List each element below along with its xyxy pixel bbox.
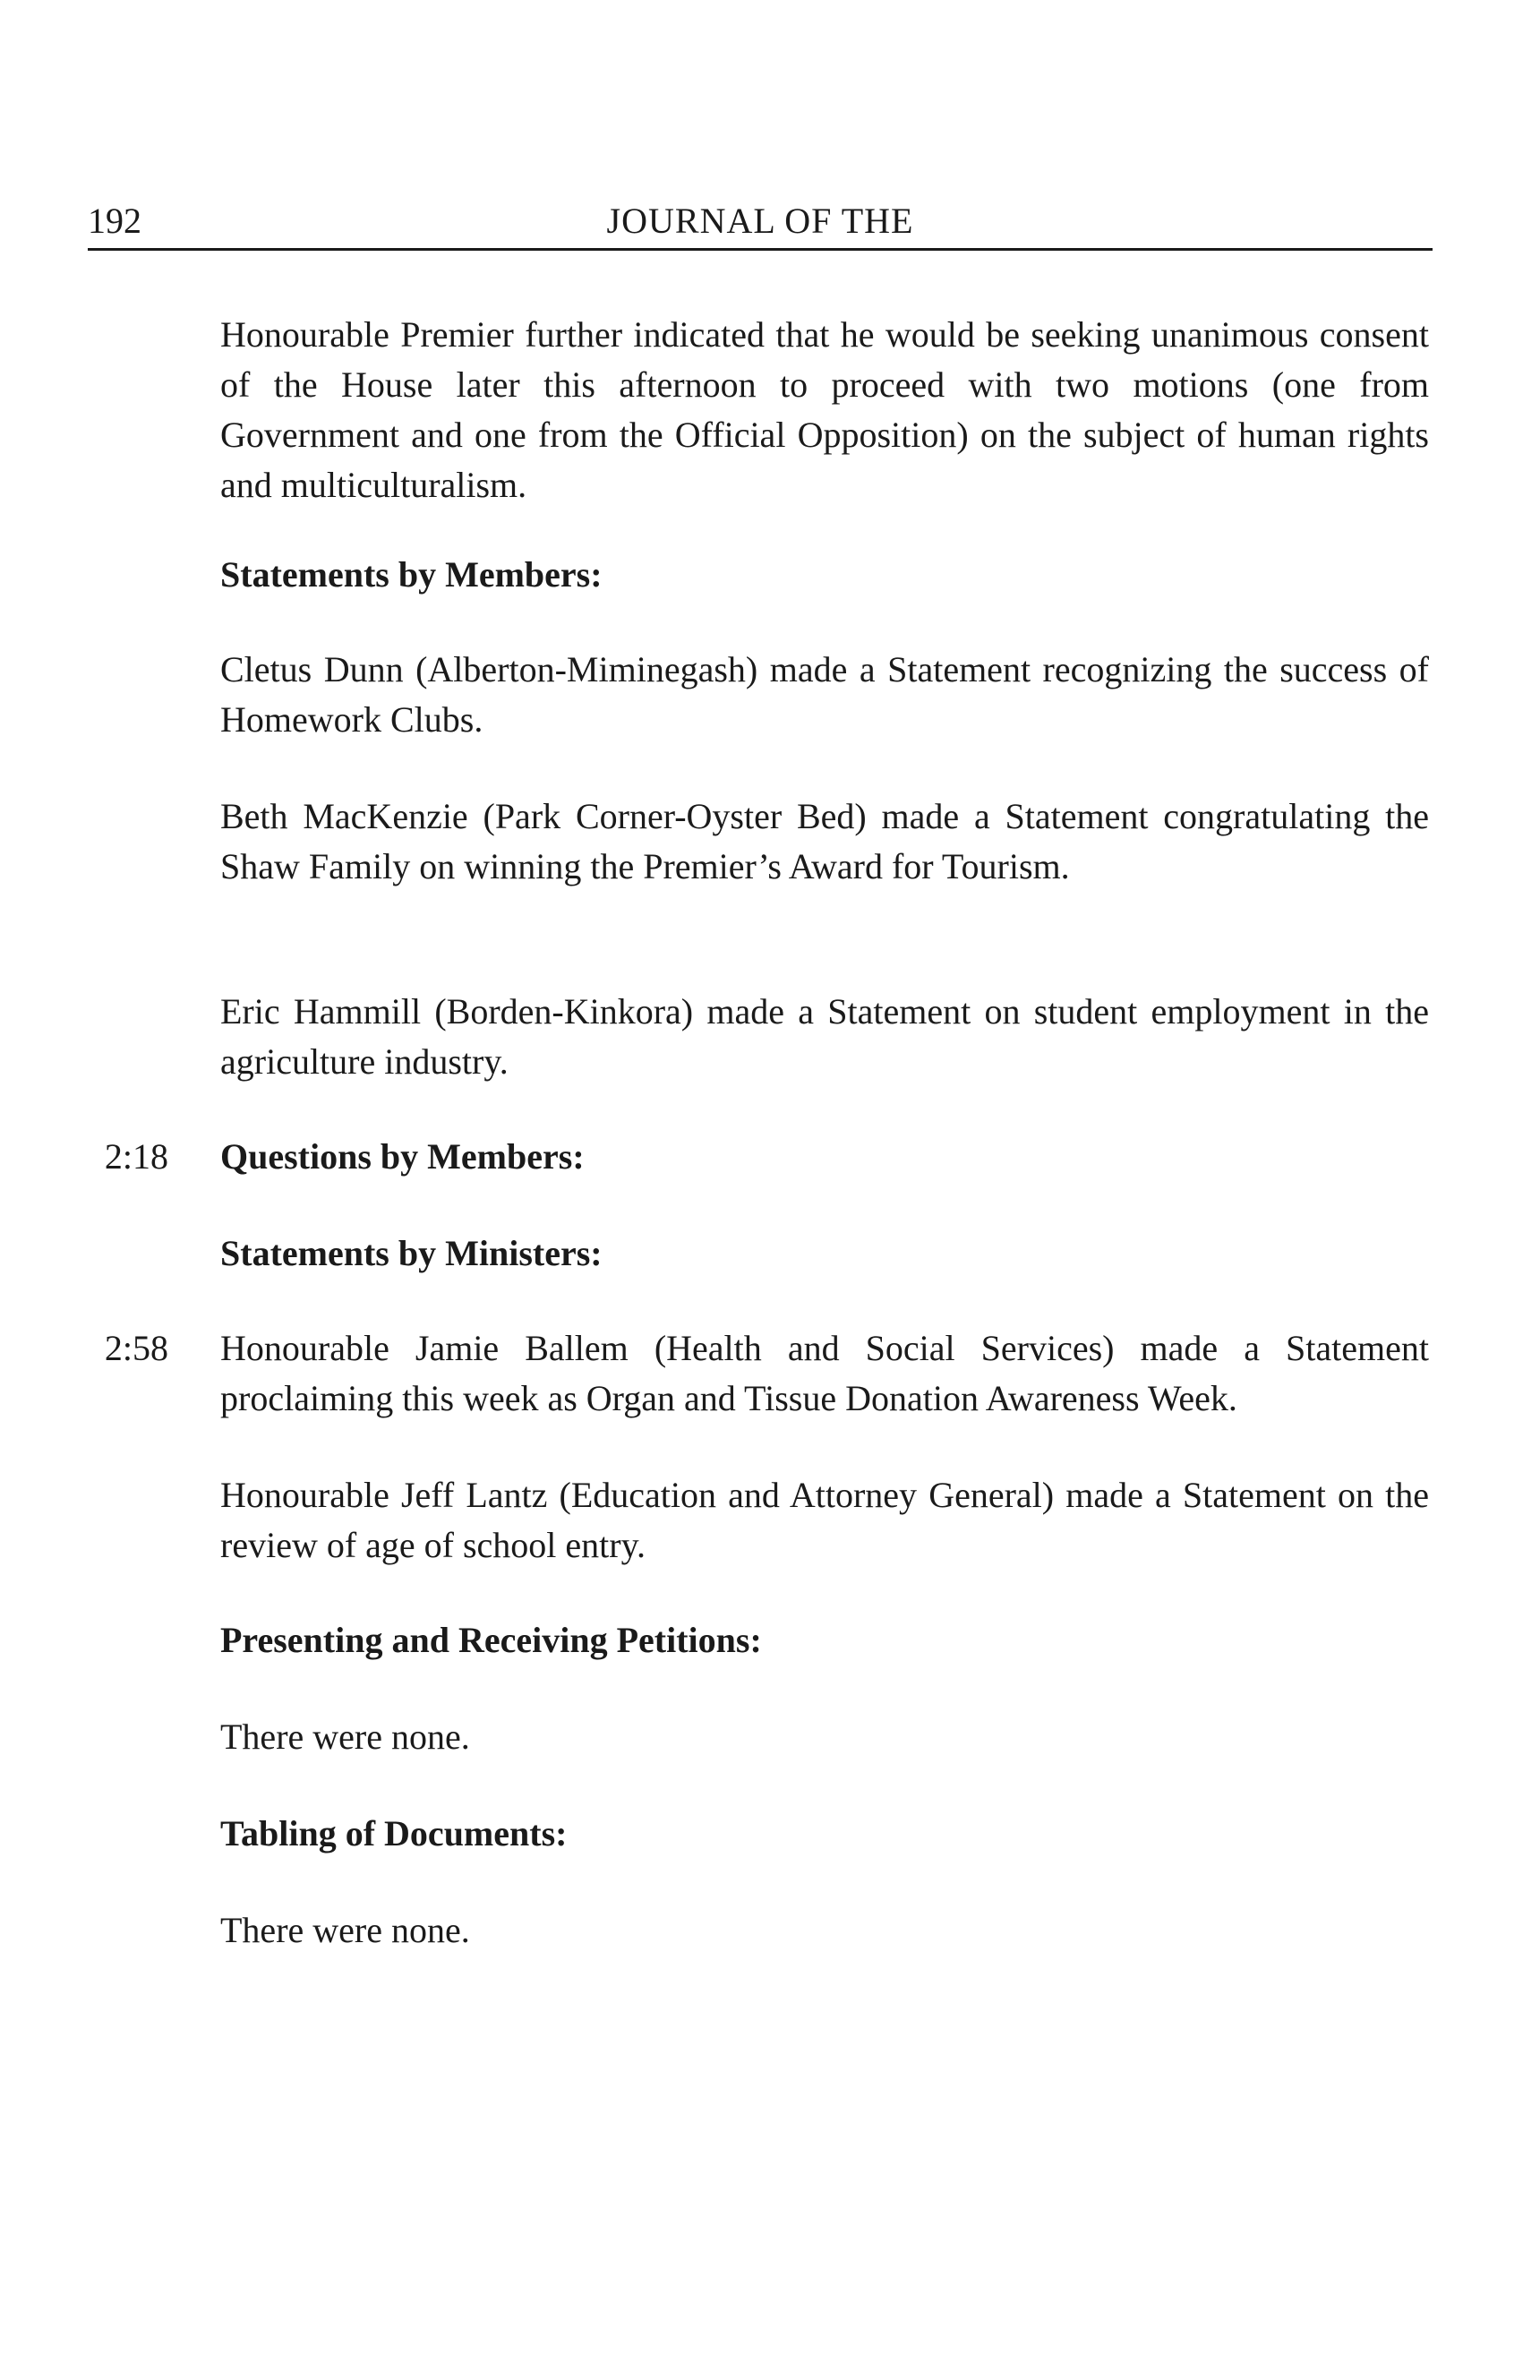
paragraph-lantz: Honourable Jeff Lantz (Education and Attorney General) made a Statement on the review of age of school entry. [220, 1475, 1429, 1565]
paragraph-hammill: Eric Hammill (Borden-Kinkora) made a Statement on student employment in the agriculture industry. [220, 991, 1429, 1082]
paragraph-ballem: Honourable Jamie Ballem (Health and Social Services) made a Statement proclaiming this week as Organ and Tissue Donation Awareness Week. [220, 1328, 1429, 1418]
time-stamp-questions: 2:18 [104, 1136, 168, 1177]
running-head [88, 199, 1433, 253]
paragraph-mackenzie: Beth MacKenzie (Park Corner-Oyster Bed) made a Statement congratulating the Shaw Family on winning the Premier’s Award for Tourism. [220, 796, 1429, 886]
journal-title: JOURNAL OF THE [606, 201, 914, 241]
header-rule [88, 248, 1433, 251]
paragraph-dunn: Cletus Dunn (Alberton-Miminegash) made a Statement recognizing the success of Homework Clubs. [220, 649, 1429, 740]
premier-paragraph: Honourable Premier further indicated that he would be seeking unanimous consent of the House later this afternoon to proceed with two motions (one from Government and one from the Official Opposition) on the subject of human rights and multiculturalism. [220, 314, 1429, 505]
heading-statements-by-ministers: Statements by Ministers: [220, 1233, 603, 1273]
time-stamp-ministers: 2:58 [104, 1328, 168, 1368]
page-number: 192 [88, 201, 141, 241]
heading-questions-by-members: Questions by Members: [220, 1136, 585, 1177]
heading-tabling-of-documents: Tabling of Documents: [220, 1813, 568, 1853]
documents-none: There were none. [220, 1910, 470, 1950]
petitions-none: There were none. [220, 1717, 470, 1757]
heading-statements-by-members: Statements by Members: [220, 554, 603, 595]
heading-petitions: Presenting and Receiving Petitions: [220, 1620, 762, 1660]
